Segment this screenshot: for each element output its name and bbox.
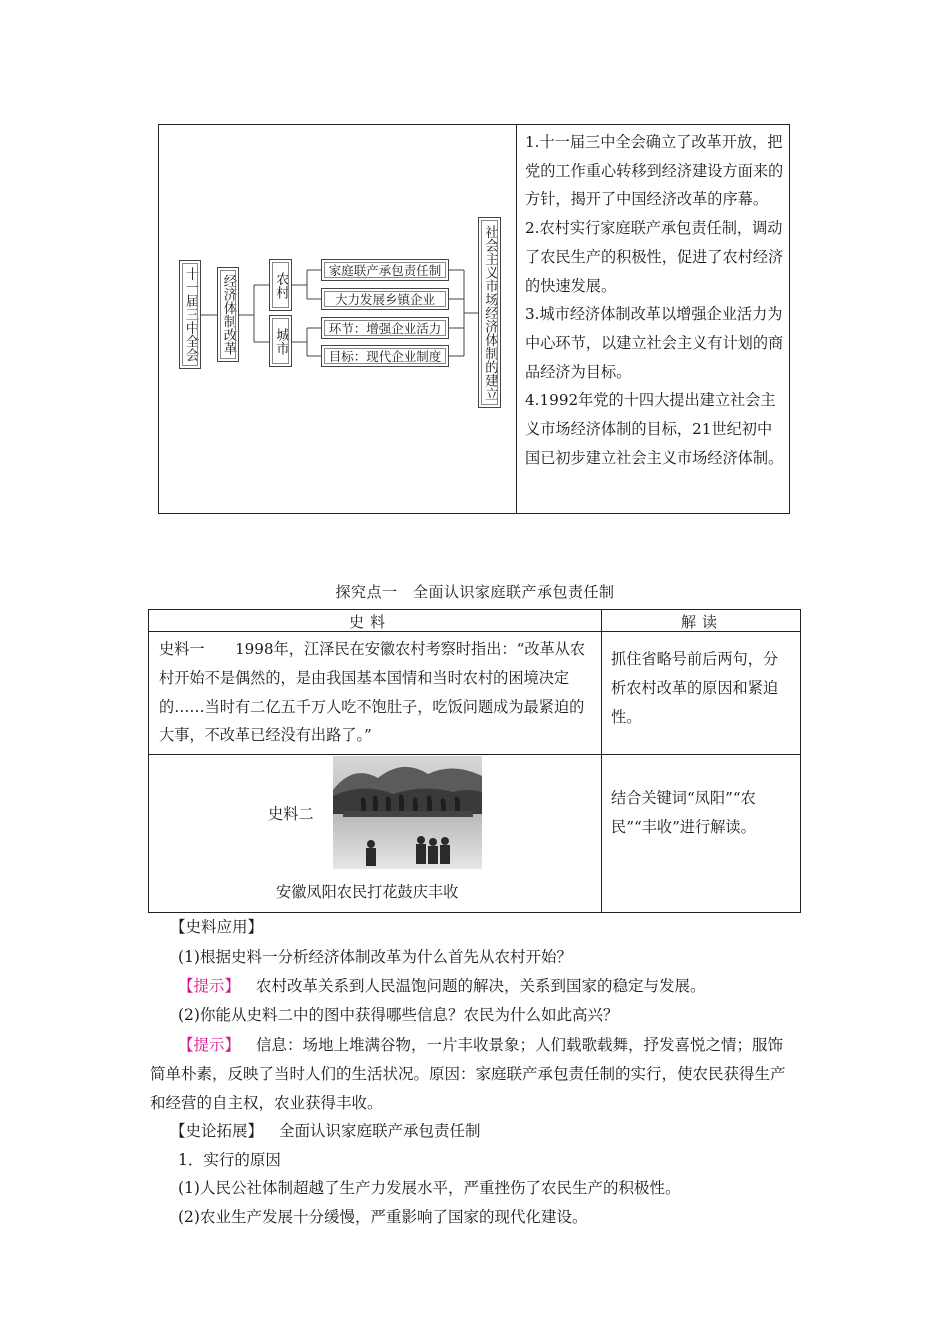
question-2: (2)你能从史料二中的图中获得哪些信息？农民为什么如此高兴？ [178, 1006, 619, 1024]
diagram-urban-item-1: 环节：增强企业活力 [321, 317, 449, 339]
summary-points [525, 128, 787, 472]
diagram-urban-box: 城市 [269, 315, 292, 367]
section-title: 探究点一 全面认识家庭联产承包责任制 [335, 583, 615, 601]
diagram-root-box: 十一届三中全会 [179, 260, 201, 369]
answer-2-text: 信息：场地上堆满谷物，一片丰收景象；人们载歌载舞，抒发喜悦之情；服饰简单朴素，反映了当时人们的生活状况。原因：家庭联产承包责任制的实行，使农民获得生产和经营的自主权，农业获得丰收。 [150, 1036, 786, 1112]
section-1-point-1: (1)人民公社体制超越了生产力发展水平，严重挫伤了农民生产的积极性。 [178, 1179, 681, 1197]
farmers-drum-celebration-photo [333, 756, 482, 869]
summary-point-1: 1.十一届三中全会确立了改革开放，把党的工作重心转移到经济建设方面来的方针，揭开了中国经济改革的序幕。 [525, 133, 784, 209]
summary-point-3: 3.城市经济体制改革以增强企业活力为中心环节，以建立社会主义有计划的商品经济为目标。 [525, 305, 784, 381]
answer-1-text: 农村改革关系到人民温饱问题的解决，关系到国家的稳定与发展。 [256, 977, 706, 995]
diagram-rural-box: 农村 [269, 259, 292, 311]
source-one-text: 史料一 1998年，江泽民在安徽农村考察时指出：“改革从农村开始不是偶然的，是由我国基本国情和当时农村的困境决定的……当时有二亿五千万人吃不饱肚子，吃饭问题成为最紧迫的大事，不改革已经没有出路了。” [159, 640, 586, 745]
source-one-reading: 抓住省略号前后两句，分析农村改革的原因和紧迫性。 [611, 650, 779, 726]
section-1-point-2: (2)农业生产发展十分缓慢，严重影响了国家的现代化建设。 [178, 1208, 588, 1226]
expansion-line [170, 1119, 481, 1141]
header-reading: 解读 [681, 613, 724, 631]
diagram-rural-item-1: 家庭联产承包责任制 [321, 259, 449, 281]
summary-divider [516, 125, 517, 513]
source-two-reading: 结合关键词“凤阳”“农民”“丰收”进行解读。 [611, 789, 756, 836]
source-two-caption: 安徽凤阳农民打花鼓庆丰收 [276, 883, 459, 901]
diagram-result-box: 社会主义市场经济体制的建立 [478, 217, 501, 408]
source-two-label: 史料二 [268, 805, 314, 823]
summary-point-2: 2.农村实行家庭联产承包责任制，调动了农民生产的积极性，促进了农村经济的快速发展。 [525, 219, 784, 295]
summary-table [158, 124, 790, 514]
application-heading: 【史料应用】 [170, 918, 264, 936]
hint-label-2: 【提示】 [178, 1036, 241, 1054]
hint-label: 【提示】 [178, 977, 241, 995]
header-source: 史料 [349, 613, 392, 631]
question-1: (1)根据史料一分析经济体制改革为什么首先从农村开始？ [178, 948, 572, 966]
answer-2 [150, 1031, 790, 1118]
diagram-reform-box: 经济体制改革 [217, 267, 239, 362]
section-1-heading: 1．实行的原因 [178, 1151, 281, 1169]
answer-1 [178, 974, 706, 996]
expansion-title: 全面认识家庭联产承包责任制 [279, 1122, 481, 1140]
diagram-rural-item-2: 大力发展乡镇企业 [321, 288, 449, 310]
expansion-heading: 【史论拓展】 [170, 1122, 264, 1140]
table-column-rule [601, 610, 602, 912]
summary-point-4: 4.1992年党的十四大提出建立社会主义市场经济体制的目标，21世纪初中国已初步建立社会主义市场经济体制。 [525, 391, 784, 467]
table-row-rule [149, 754, 800, 755]
diagram-urban-item-2: 目标：现代企业制度 [321, 345, 449, 367]
